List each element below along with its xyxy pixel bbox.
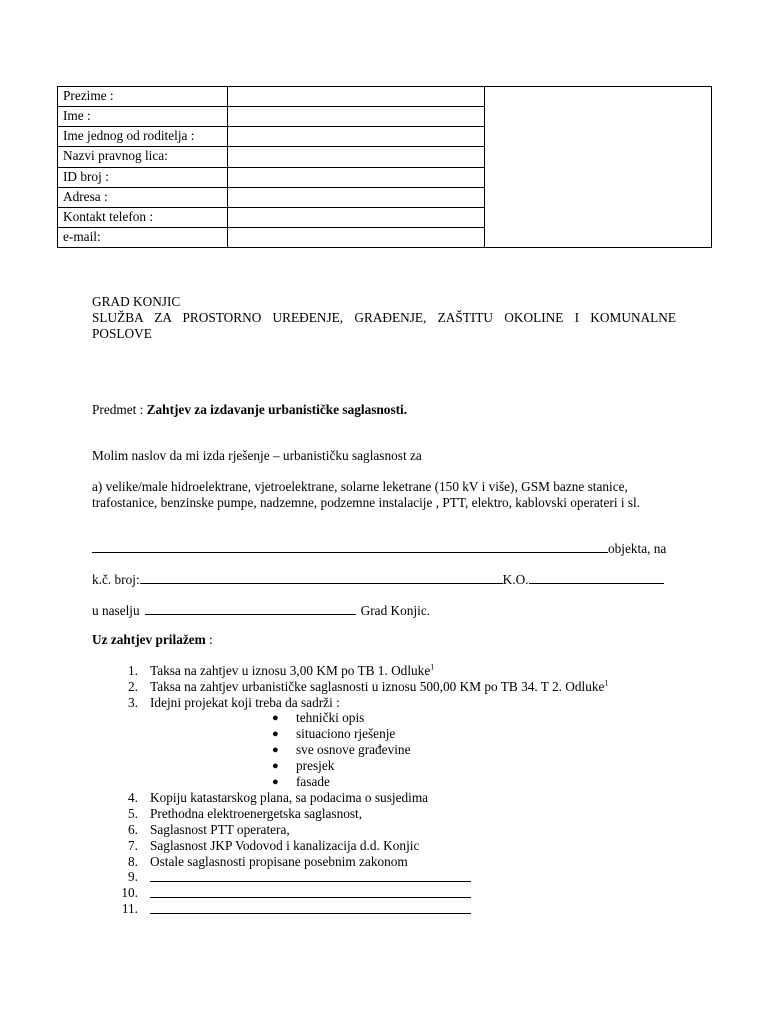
- list-item-number: 10.: [121, 885, 138, 901]
- list-item-number: 11.: [121, 900, 138, 916]
- sub-list-item-text: situaciono rješenje: [296, 726, 396, 742]
- sub-list-item-text: tehnički opis: [296, 710, 365, 726]
- surname-field[interactable]: [227, 87, 484, 107]
- list-item-number: 8.: [128, 853, 138, 869]
- list-item-number: 6.: [128, 821, 138, 837]
- attachments-title-line: [92, 632, 676, 648]
- list-item-text: Kopiju katastarskog plana, sa podacima o susjedima: [150, 790, 429, 806]
- settlement-label: u naselju: [92, 603, 140, 618]
- field-label-address: Adresa :: [58, 187, 228, 207]
- sub-list-item: [272, 742, 712, 758]
- list-item: [112, 695, 712, 711]
- request-text: Molim naslov da mi izda rješenje – urbanističku saglasnost za: [92, 448, 422, 463]
- parcel-line: [92, 571, 676, 588]
- bullet-icon: ●: [272, 728, 279, 741]
- bullet-icon: ●: [272, 776, 279, 789]
- field-label-surname: Prezime :: [58, 87, 228, 107]
- field-label-name: Ime :: [58, 107, 228, 127]
- list-item: [112, 901, 712, 917]
- phone-field[interactable]: [227, 207, 484, 227]
- list-item: [112, 679, 712, 695]
- legal-entity-field[interactable]: [227, 147, 484, 167]
- list-item: [112, 806, 712, 822]
- settlement-line: [92, 602, 676, 619]
- sub-list-item-text: presjek: [296, 758, 335, 774]
- sub-list-item: [272, 774, 712, 790]
- field-label-email: e-mail:: [58, 227, 228, 247]
- list-item: [112, 869, 712, 885]
- table-row: [58, 87, 712, 107]
- addressee-city: GRAD KONJIC: [92, 294, 181, 309]
- attachments-title: Uz zahtjev prilažem: [92, 632, 206, 647]
- addressee-block: [92, 294, 676, 342]
- list-item-number: 9.: [128, 869, 138, 885]
- list-item: [112, 838, 712, 854]
- object-blank[interactable]: [92, 540, 608, 553]
- list-item: [112, 854, 712, 870]
- list-item-text: Prethodna elektroenergetska saglasnost,: [150, 806, 363, 822]
- sub-list-item-text: fasade: [296, 774, 330, 790]
- object-line: [92, 540, 676, 557]
- subject-label: Predmet :: [92, 402, 147, 417]
- applicant-info-table: [57, 86, 712, 248]
- project-contents-list: [272, 710, 712, 790]
- id-number-field[interactable]: [227, 167, 484, 187]
- ko-blank[interactable]: [529, 571, 664, 584]
- list-item-number: 1.: [128, 663, 138, 678]
- list-item-text: Saglasnost PTT operatera,: [150, 821, 290, 837]
- field-label-parent-name: Ime jednog od roditelja :: [58, 127, 228, 147]
- settlement-suffix: Grad Konjic.: [360, 603, 431, 618]
- object-suffix: objekta, na: [608, 541, 667, 556]
- parcel-blank[interactable]: [140, 571, 503, 584]
- footnote-ref: 1: [604, 678, 609, 688]
- blank-attachment-line[interactable]: [150, 901, 471, 914]
- field-label-phone: Kontakt telefon :: [58, 207, 228, 227]
- list-item-number: 3.: [128, 694, 138, 710]
- bullet-icon: ●: [272, 744, 279, 757]
- parcel-label: k.č. broj:: [92, 572, 140, 587]
- parent-name-field[interactable]: [227, 127, 484, 147]
- sub-list-item: [272, 758, 712, 774]
- list-item-text: Saglasnost JKP Vodovod i kanalizacija d.d. Konjic: [150, 837, 420, 853]
- list-item-number: 5.: [128, 806, 138, 822]
- blank-attachment-line[interactable]: [150, 885, 471, 898]
- options-text: a) velike/male hidroelektrane, vjetroelektrane, solarne leketrane (150 kV i više), GSM bazne stanice, trafostanice, benzinske pumpe, nadzemne, podzemne instalacije , PTT, elektro, kablovski operateri i sl.: [92, 479, 641, 510]
- sub-list-item: [272, 710, 712, 726]
- attachments-title-suffix: :: [205, 632, 213, 647]
- attachments-list: [112, 663, 712, 917]
- list-item: [112, 822, 712, 838]
- list-item-text: Idejni projekat koji treba da sadrži :: [150, 694, 340, 710]
- sub-list-item-text: sve osnove građevine: [296, 742, 411, 758]
- email-field[interactable]: [227, 227, 484, 247]
- list-item: [112, 885, 712, 901]
- addressee-department: SLUŽBA ZA PROSTORNO UREĐENJE, GRAĐENJE, ZAŠTITU OKOLINE I KOMUNALNE: [92, 310, 676, 325]
- subject-line: [92, 402, 676, 418]
- bullet-icon: ●: [272, 760, 279, 773]
- list-item: [112, 663, 712, 679]
- bullet-icon: ●: [272, 712, 279, 725]
- name-field[interactable]: [227, 107, 484, 127]
- list-item-number: 7.: [128, 837, 138, 853]
- list-item-text: Taksa na zahtjev urbanističke saglasnosti u iznosu 500,00 KM po TB 34. T 2. Odluke: [150, 678, 605, 694]
- subject-text: Zahtjev za izdavanje urbanističke saglasnosti.: [146, 402, 408, 417]
- field-label-id-number: ID broj :: [58, 167, 228, 187]
- photo-box: [484, 87, 711, 248]
- list-item-number: 2.: [128, 678, 138, 694]
- sub-list-item: [272, 726, 712, 742]
- blank-attachment-line[interactable]: [150, 869, 471, 882]
- list-item-number: 4.: [128, 790, 138, 806]
- addressee-department-cont: POSLOVE: [92, 326, 152, 341]
- address-field[interactable]: [227, 187, 484, 207]
- field-label-legal-entity: Nazvi pravnog lica:: [58, 147, 228, 167]
- list-item-text: Taksa na zahtjev u iznosu 3,00 KM po TB 1. Odluke: [150, 663, 431, 678]
- list-item: [112, 790, 712, 806]
- footnote-ref: 1: [430, 662, 435, 672]
- settlement-blank[interactable]: [145, 602, 356, 615]
- ko-label: K.O.: [502, 572, 529, 587]
- list-item-text: Ostale saglasnosti propisane posebnim zakonom: [150, 853, 408, 869]
